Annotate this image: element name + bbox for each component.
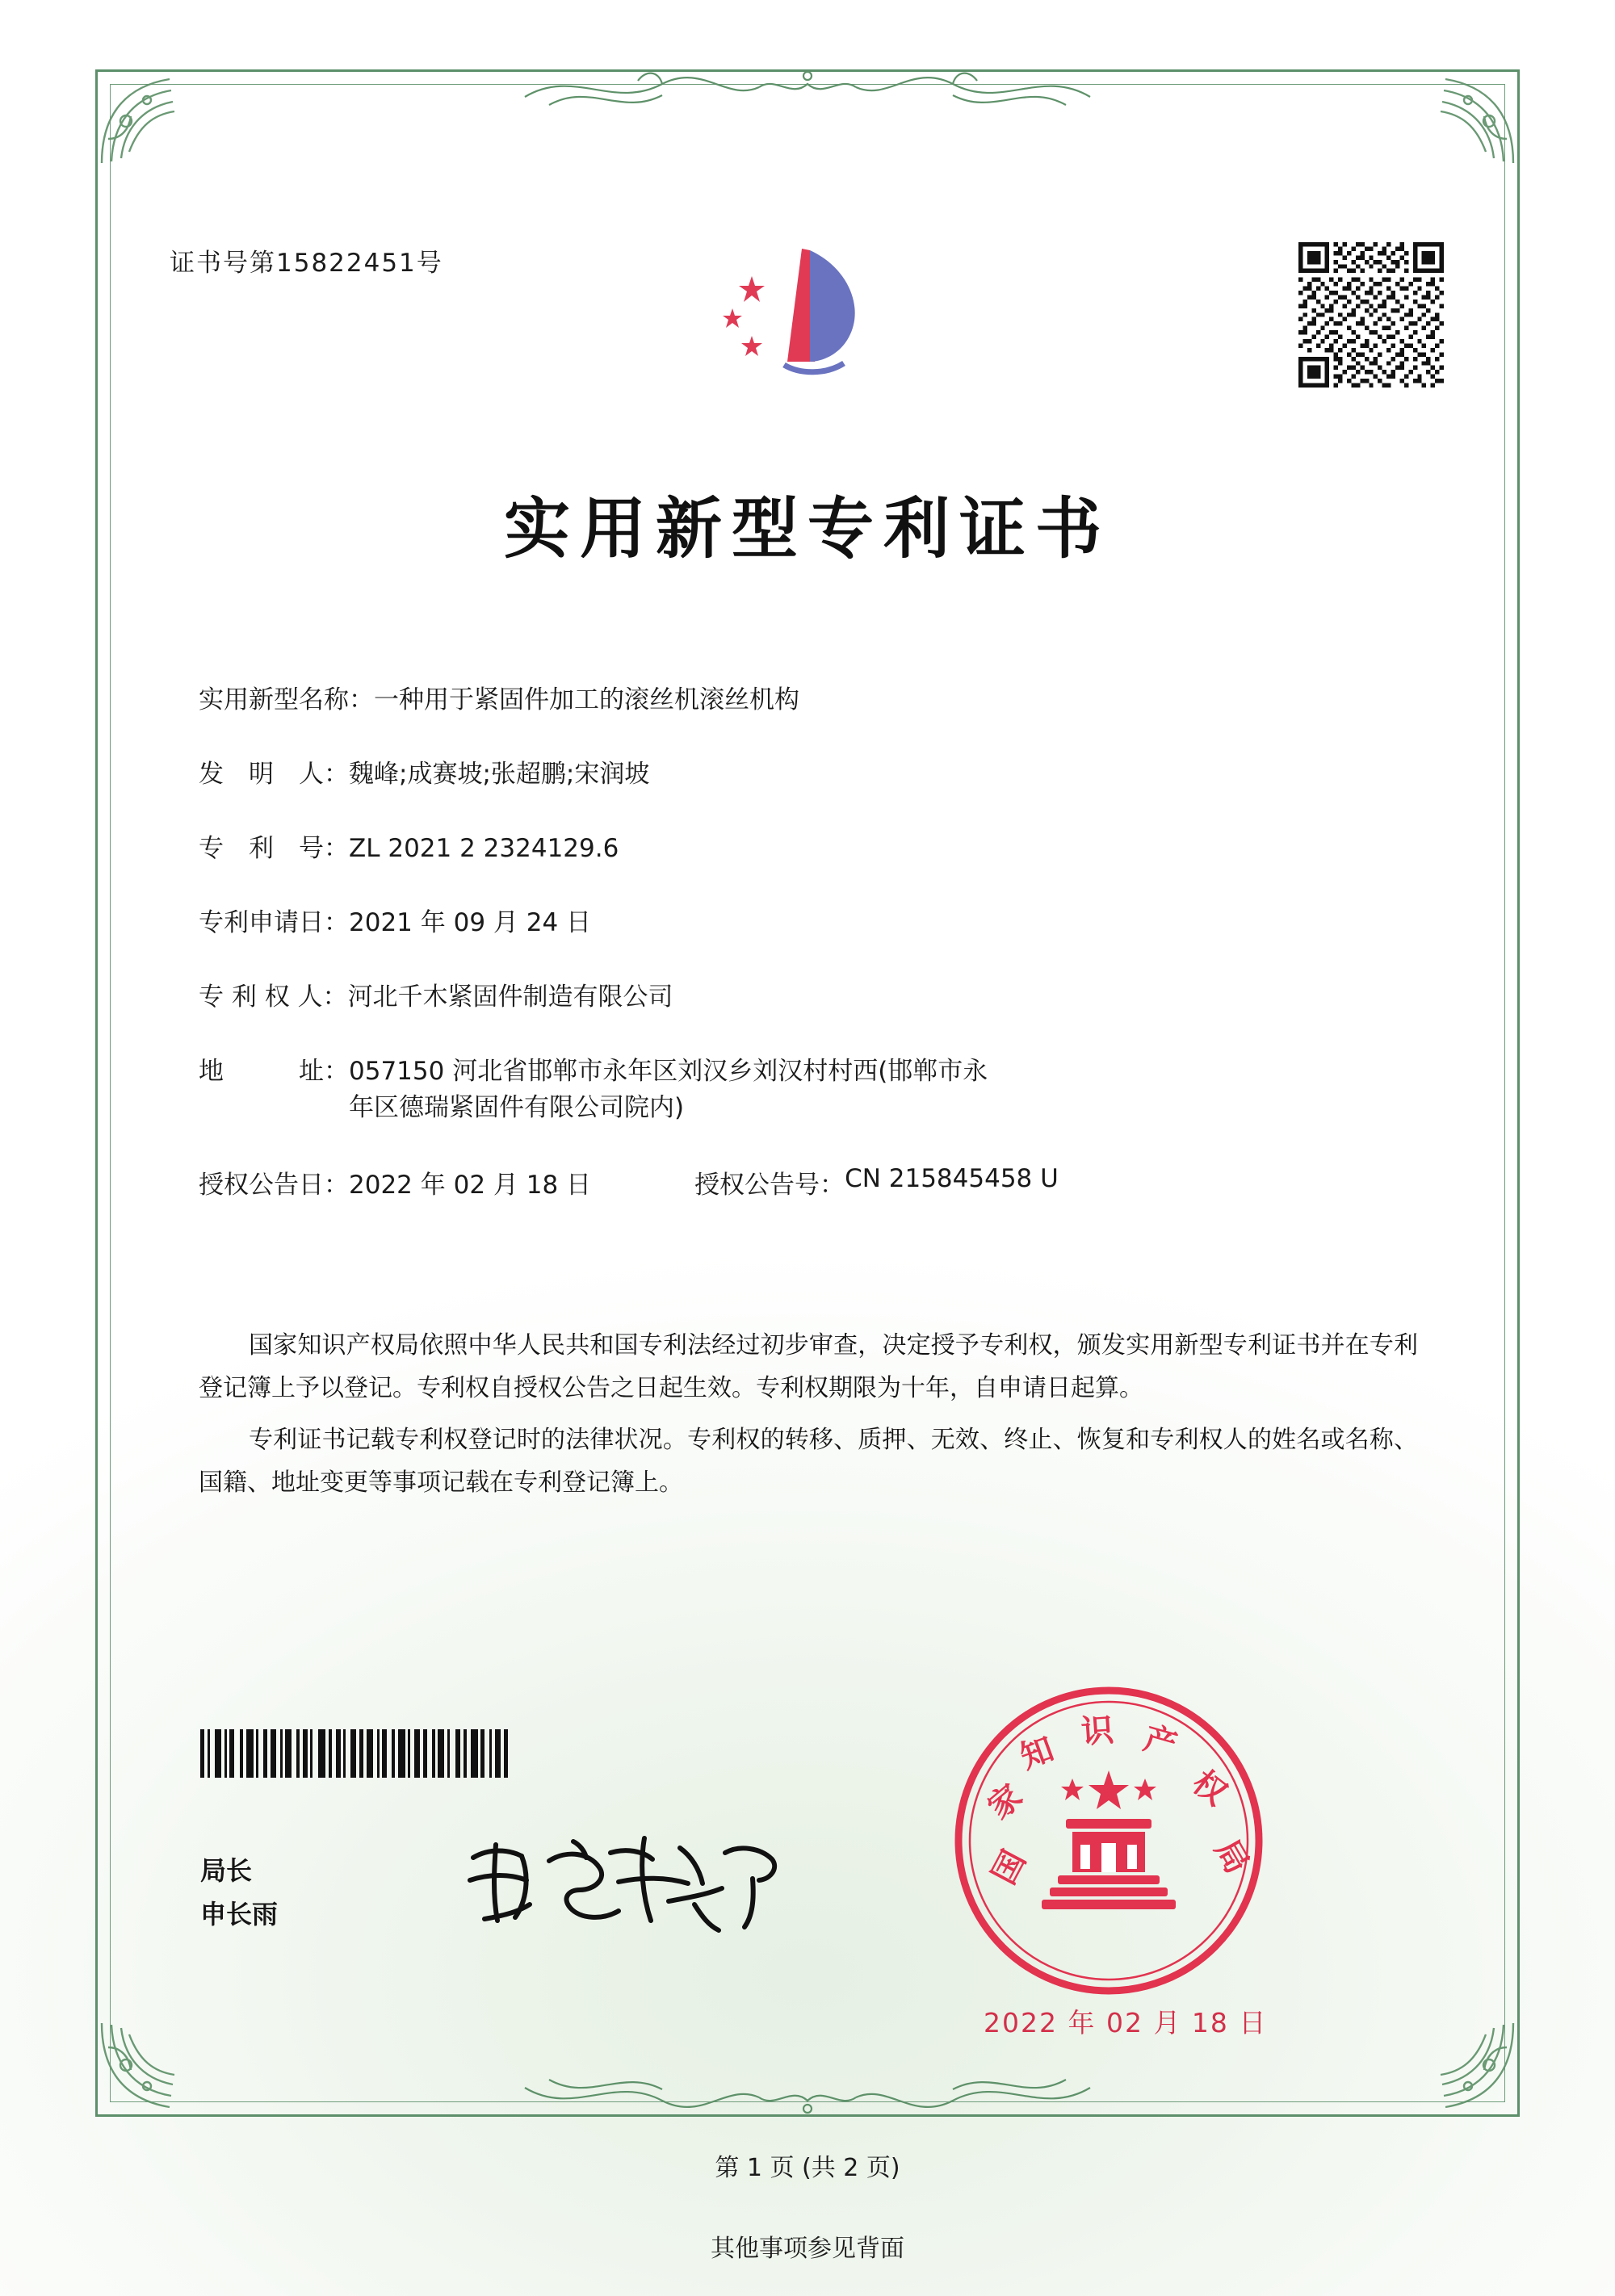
field-value: 一种用于紧固件加工的滚丝机滚丝机构	[374, 685, 799, 714]
paragraph-2: 专利证书记载专利权登记时的法律状况。专利权的转移、质押、无效、终止、恢复和专利权人的姓名或名称、国籍、地址变更等事项记载在专利登记簿上。	[199, 1425, 1418, 1498]
cnipa-logo-icon	[707, 241, 908, 422]
field-address	[199, 1054, 1426, 1126]
field-grant-row	[199, 1164, 1426, 1200]
grant-date-label: 授权公告日：	[199, 1170, 349, 1200]
footer-note: 其他事项参见背面	[711, 2235, 904, 2263]
qr-code	[1298, 242, 1444, 388]
barcode	[200, 1729, 604, 1778]
paragraph-1: 国家知识产权局依照中华人民共和国专利法经过初步审查，决定授予专利权，颁发实用新型专利证书并在专利登记簿上予以登记。专利权自授权公告之日起生效。专利权期限为十年，自申请日起算。	[199, 1331, 1418, 1403]
field-value: ZL 2021 2 2324129.6	[349, 833, 619, 863]
field-label: 专利申请日：	[199, 907, 349, 937]
svg-text:局: 局	[1207, 1833, 1256, 1880]
official-red-seal	[951, 1683, 1266, 1998]
address-line-1: 057150 河北省邯郸市永年区刘汉乡刘汉村村西(邯郸市永	[349, 1056, 988, 1086]
legal-text	[199, 1324, 1418, 1513]
field-label: 专 利 权 人：	[199, 982, 348, 1012]
top-flourish-ornament	[517, 60, 1098, 116]
field-value: 2021 年 09 月 24 日	[349, 907, 592, 937]
field-utility-model-name	[199, 682, 1426, 719]
bottom-flourish-ornament	[517, 2068, 1098, 2125]
field-patentee	[199, 979, 1426, 1016]
field-label: 地 址：	[199, 1056, 349, 1086]
certificate-number: 证书号第15822451号	[170, 249, 443, 278]
grant-number-label: 授权公告号：	[694, 1170, 845, 1200]
field-label: 专 利 号：	[199, 833, 349, 863]
grant-number-value: CN 215845458 U	[845, 1163, 1059, 1193]
seal-date: 2022 年 02 月 18 日	[984, 2007, 1268, 2038]
director-name: 申长雨	[200, 1899, 279, 1930]
field-label: 实用新型名称：	[199, 685, 374, 714]
corner-ornament-bottom-left	[97, 2018, 194, 2115]
page-number: 第 1 页 (共 2 页)	[715, 2154, 900, 2182]
page-title: 实用新型专利证书	[503, 491, 1111, 568]
svg-text:权: 权	[1185, 1763, 1234, 1813]
corner-ornament-bottom-right	[1421, 2018, 1518, 2115]
corner-ornament-top-left	[97, 71, 194, 168]
field-patent-number	[199, 831, 1426, 867]
grant-date-value: 2022 年 02 月 18 日	[349, 1170, 592, 1200]
field-inventors	[199, 756, 1426, 793]
field-label: 发 明 人：	[199, 759, 349, 789]
signature-block	[200, 1849, 278, 1937]
director-title: 局长	[200, 1855, 253, 1886]
field-value: 河北千木紧固件制造有限公司	[347, 982, 673, 1012]
svg-text:家: 家	[980, 1777, 1030, 1827]
svg-text:识: 识	[1080, 1712, 1115, 1751]
corner-ornament-top-right	[1421, 71, 1518, 168]
svg-text:国: 国	[985, 1844, 1034, 1891]
handwritten-signature-icon	[452, 1820, 791, 1942]
field-value: 魏峰;成赛坡;张超鹏;宋润坡	[349, 759, 650, 789]
field-value	[349, 1054, 1229, 1126]
field-application-date	[199, 905, 1426, 941]
address-line-2: 年区德瑞紧固件有限公司院内)	[349, 1092, 685, 1122]
svg-text:产: 产	[1139, 1720, 1181, 1765]
field-list	[199, 682, 1426, 1200]
svg-text:知: 知	[1015, 1730, 1059, 1777]
